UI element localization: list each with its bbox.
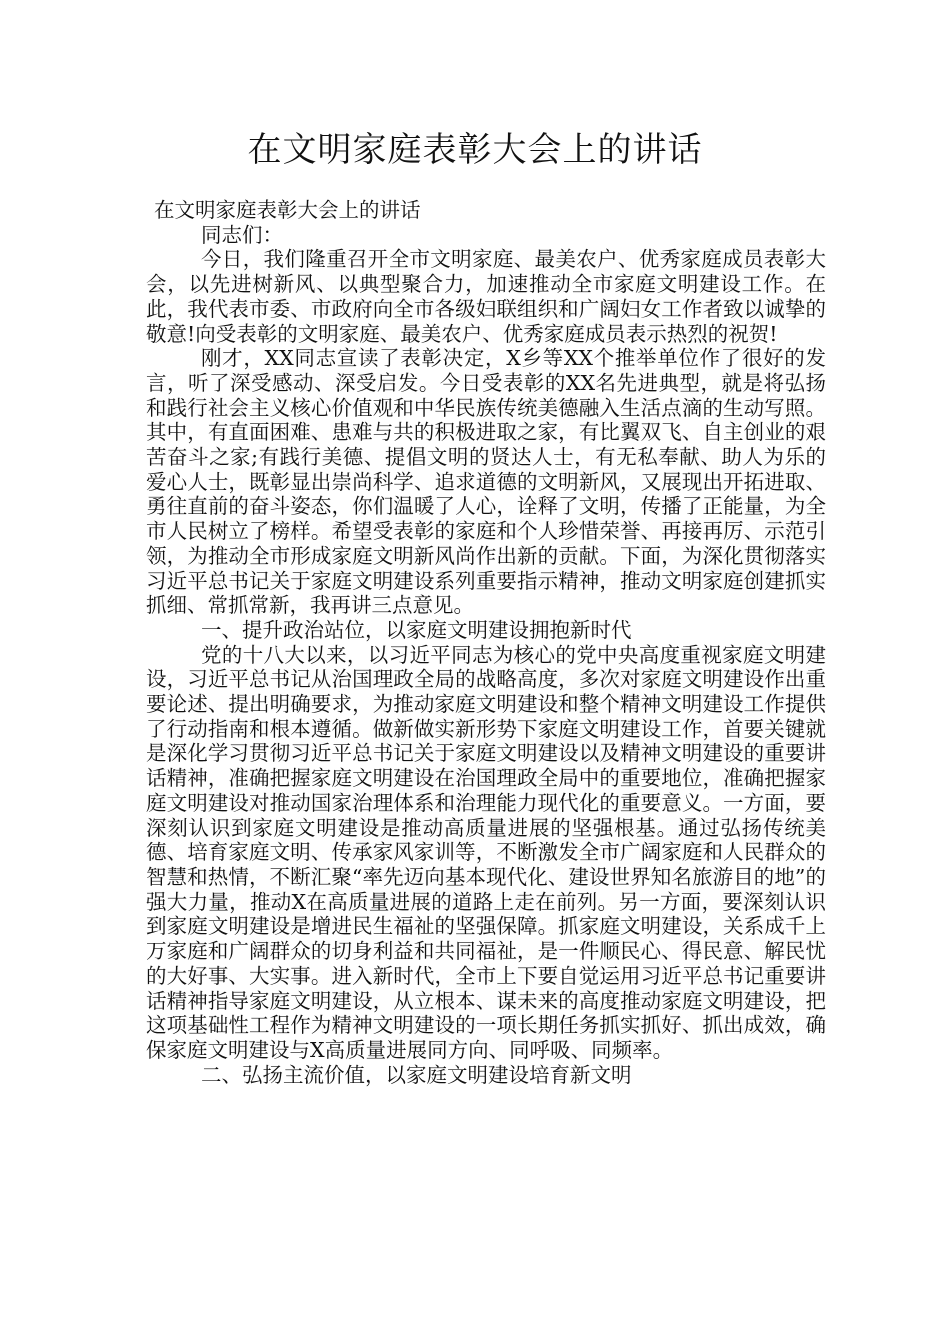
document-title: 在文明家庭表彰大会上的讲话 bbox=[247, 130, 703, 170]
section-heading-1: 一、提升政治站位，以家庭文明建设拥抱新时代 bbox=[201, 617, 632, 642]
section-heading-2: 二、弘扬主流价值，以家庭文明建设培育新文明 bbox=[201, 1062, 632, 1087]
salutation: 同志们： bbox=[201, 222, 283, 247]
paragraph-commendation: 刚才，XX同志宣读了表彰决定，X乡等XX个推举单位作了很好的发言，听了深受感动、深受启发。今日受表彰的XX名先进典型，就是将弘扬和践行社会主义核心价值观和中华民族传统美德融入生活点滴的生动写照。其中，有直面困难、患难与共的积极进取之家，有比翼双飞、自主创业的艰苦奋斗之家;有践行美德、提倡文明的贤达人士，有无私奉献、助人为乐的爱心人士，既彰显出崇尚科学、追求道德的文明新风，又展现出开拓进取、勇往直前的奋斗姿态，你们温暖了人心，诠释了文明，传播了正能量，为全市人民树立了榜样。希望受表彰的家庭和个人珍惜荣誉、再接再厉、示范引领，为推动全市形成家庭文明新风尚作出新的贡献。下面，为深化贯彻落实习近平总书记关于家庭文明建设系列重要指示精神，推动文明家庭创建抓实抓细、常抓常新，我再讲三点意见。 bbox=[146, 346, 826, 618]
document-subtitle: 在文明家庭表彰大会上的讲话 bbox=[154, 198, 421, 222]
section-paragraph-1: 党的十八大以来，以习近平同志为核心的党中央高度重视家庭文明建设，习近平总书记从治国理政全局的战略高度，多次对家庭文明建设作出重要论述、提出明确要求，为推动家庭文明建设和整个精神文明建设工作提供了行动指南和根本遵循。做新做实新形势下家庭文明建设工作，首要关键就是深化学习贯彻习近平总书记关于家庭文明建设以及精神文明建设的重要讲话精神，准确把握家庭文明建设在治国理政全局中的重要地位，准确把握家庭文明建设对推动国家治理体系和治理能力现代化的重要意义。一方面，要深刻认识到家庭文明建设是推动高质量进展的坚强根基。通过弘扬传统美德、培育家庭文明、传承家风家训等，不断激发全市广阔家庭和人民群众的智慧和热情，不断汇聚“率先迈向基本现代化、建设世界知名旅游目的地”的强大力量，推动X在高质量进展的道路上走在前列。另一方面，要深刻认识到家庭文明建设是增进民生福祉的坚强保障。抓家庭文明建设，关系成千上万家庭和广阔群众的切身利益和共同福祉，是一件顺民心、得民意、解民忧的大好事、大实事。进入新时代，全市上下要自觉运用习近平总书记重要讲话精神指导家庭文明建设，从立根本、谋未来的高度推动家庭文明建设，把这项基础性工程作为精神文明建设的一项长期任务抓实抓好、抓出成效，确保家庭文明建设与X高质量进展同方向、同呼吸、同频率。 bbox=[146, 642, 826, 1062]
paragraph-opening: 今日，我们隆重召开全市文明家庭、最美农户、优秀家庭成员表彰大会，以先进树新风、以典型聚合力，加速推动全市家庭文明建设工作。在此，我代表市委、市政府向全市各级妇联组织和广阔妇女工作者致以诚挚的敬意!向受表彰的文明家庭、最美农户、优秀家庭成员表示热烈的祝贺! bbox=[146, 247, 826, 346]
document-body bbox=[146, 198, 826, 1087]
